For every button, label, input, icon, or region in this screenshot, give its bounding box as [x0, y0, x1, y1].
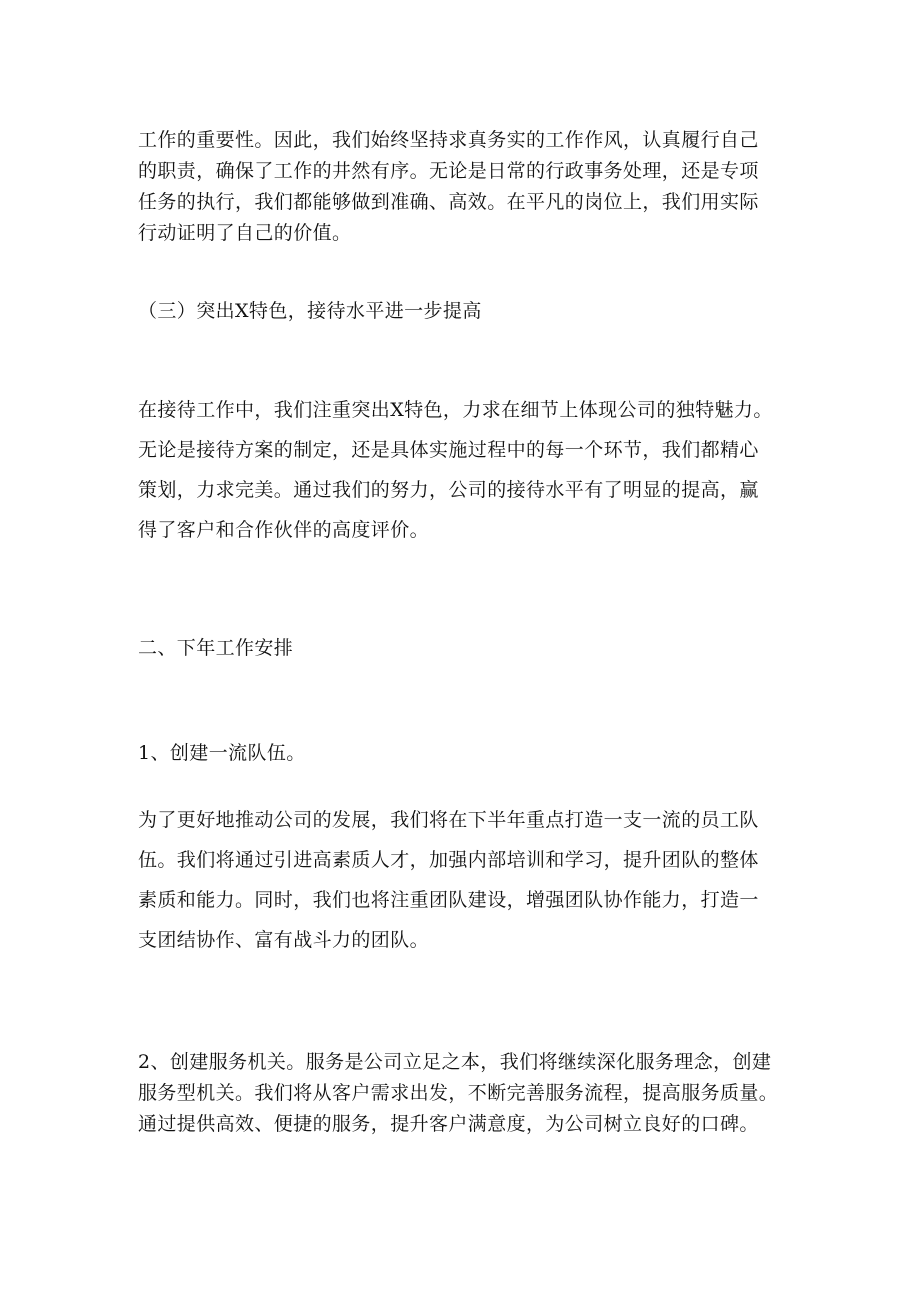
text-line: 2、创建服务机关。服务是公司立足之本，我们将继续深化服务理念，创建: [138, 1051, 772, 1073]
section-heading-next-year: 二、下年工作安排: [138, 637, 294, 659]
text-line: 为了更好地推动公司的发展，我们将在下半年重点打造一支一流的员工队: [138, 809, 759, 831]
section-heading-reception: （三）突出X特色，接待水平进一步提高: [138, 300, 482, 322]
paragraph-reception-work: [138, 390, 788, 550]
text-line: 的职责，确保了工作的井然有序。无论是日常的行政事务处理，还是专项: [138, 160, 759, 182]
text-line: 伍。我们将通过引进高素质人才，加强内部培训和学习，提升团队的整体: [138, 849, 759, 871]
text-line: 得了客户和合作伙伴的高度评价。: [138, 519, 430, 541]
text-line: 在接待工作中，我们注重突出X特色，力求在细节上体现公司的独特魅力。: [138, 399, 773, 421]
item-heading-team: 1、创建一流队伍。: [138, 742, 306, 764]
paragraph-work-importance: [138, 125, 788, 249]
paragraph-team-building: [138, 800, 788, 960]
paragraph-service-agency: [138, 1047, 788, 1140]
text-line: 工作的重要性。因此，我们始终坚持求真务实的工作作风，认真履行自己: [138, 129, 759, 151]
text-line: 素质和能力。同时，我们也将注重团队建设，增强团队协作能力，打造一: [138, 889, 759, 911]
text-line: 通过提供高效、便捷的服务，提升客户满意度，为公司树立良好的口碑。: [138, 1113, 759, 1135]
text-line: 任务的执行，我们都能够做到准确、高效。在平凡的岗位上，我们用实际: [138, 191, 759, 213]
text-line: 无论是接待方案的制定，还是具体实施过程中的每一个环节，我们都精心: [138, 439, 759, 461]
text-line: 支团结协作、富有战斗力的团队。: [138, 929, 430, 951]
text-line: 服务型机关。我们将从客户需求出发，不断完善服务流程，提高服务质量。: [138, 1082, 779, 1104]
text-line: 行动证明了自己的价值。: [138, 222, 352, 244]
text-line: 策划，力求完美。通过我们的努力，公司的接待水平有了明显的提高，赢: [138, 479, 759, 501]
